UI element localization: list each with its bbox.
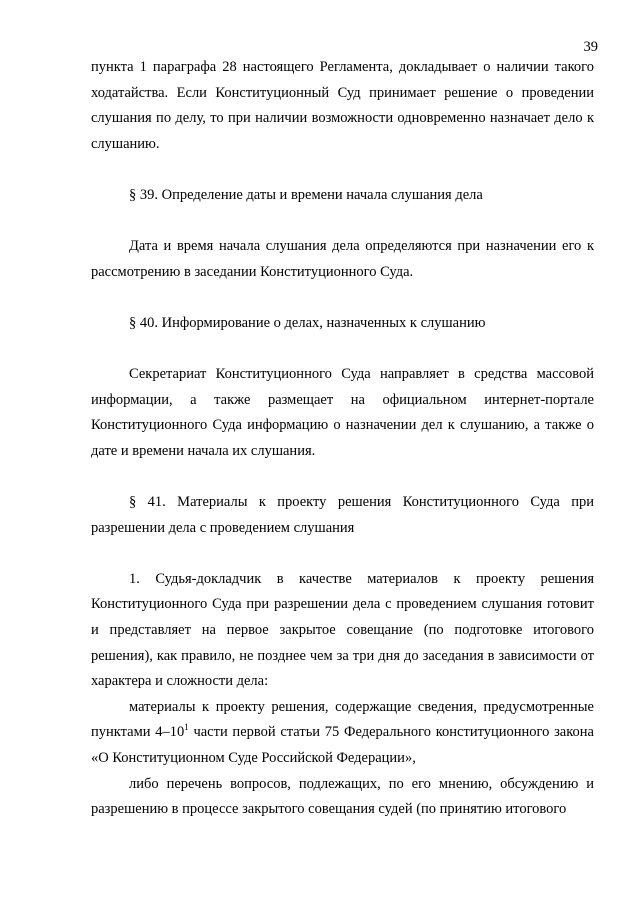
paragraph-41-1: 1. Судья-докладчик в качестве материалов к проекту решения Конституционного Суда при разрешении дела с проведением слушания готовит и представляет на первое закрытое совещание (по подготовке итогового решения), как правило, не позднее чем за три дня до заседания в зависимости от характера и сложности дела: <box>91 570 594 690</box>
section-heading-39: § 39. Определение даты и времени начала слушания дела <box>129 186 483 203</box>
paragraph-39: Дата и время начала слушания дела определяются при назначении его к рассмотрению в заседании Конституционного Суда. <box>91 238 594 280</box>
paragraph-40: Секретариат Конституционного Суда направляет в средства массовой информации, а также размещает на официальном интернет-портале Конституционного Суда информацию о назначении дел к слушанию, а также о дате и времени начала их слушания. <box>91 366 594 459</box>
paragraph-41-2-text-end: части первой статьи 75 Федерального конституционного закона «О Конституционном Суде Российской Федерации», <box>91 724 594 767</box>
document-body <box>91 55 594 823</box>
paragraph-41-2 <box>91 695 594 772</box>
paragraph-41-2-text: материалы к проекту решения, содержащие сведения, предусмотренные пунктами 4–10 <box>91 698 594 741</box>
section-heading-40: § 40. Информирование о делах, назначенных к слушанию <box>129 314 486 331</box>
spacer <box>91 209 594 235</box>
footnote-superscript: 1 <box>184 722 189 733</box>
page-number: 39 <box>583 39 598 55</box>
section-heading-41: § 41. Материалы к проекту решения Конституционного Суда при разрешении дела с проведением слушания <box>91 494 594 536</box>
spacer <box>91 541 594 567</box>
spacer <box>91 285 594 311</box>
spacer <box>91 337 594 363</box>
paragraph-intro: пункта 1 параграфа 28 настоящего Регламента, докладывает о наличии такого ходатайства. Если Конституционный Суд принимает решение о проведении слушания по делу, то при наличии возможности одновременно назначает дело к слушанию. <box>91 59 594 152</box>
spacer <box>91 157 594 183</box>
spacer <box>91 465 594 491</box>
paragraph-41-3: либо перечень вопросов, подлежащих, по его мнению, обсуждению и разрешению в процессе закрытого совещания судей (по принятию итогового <box>91 775 594 818</box>
